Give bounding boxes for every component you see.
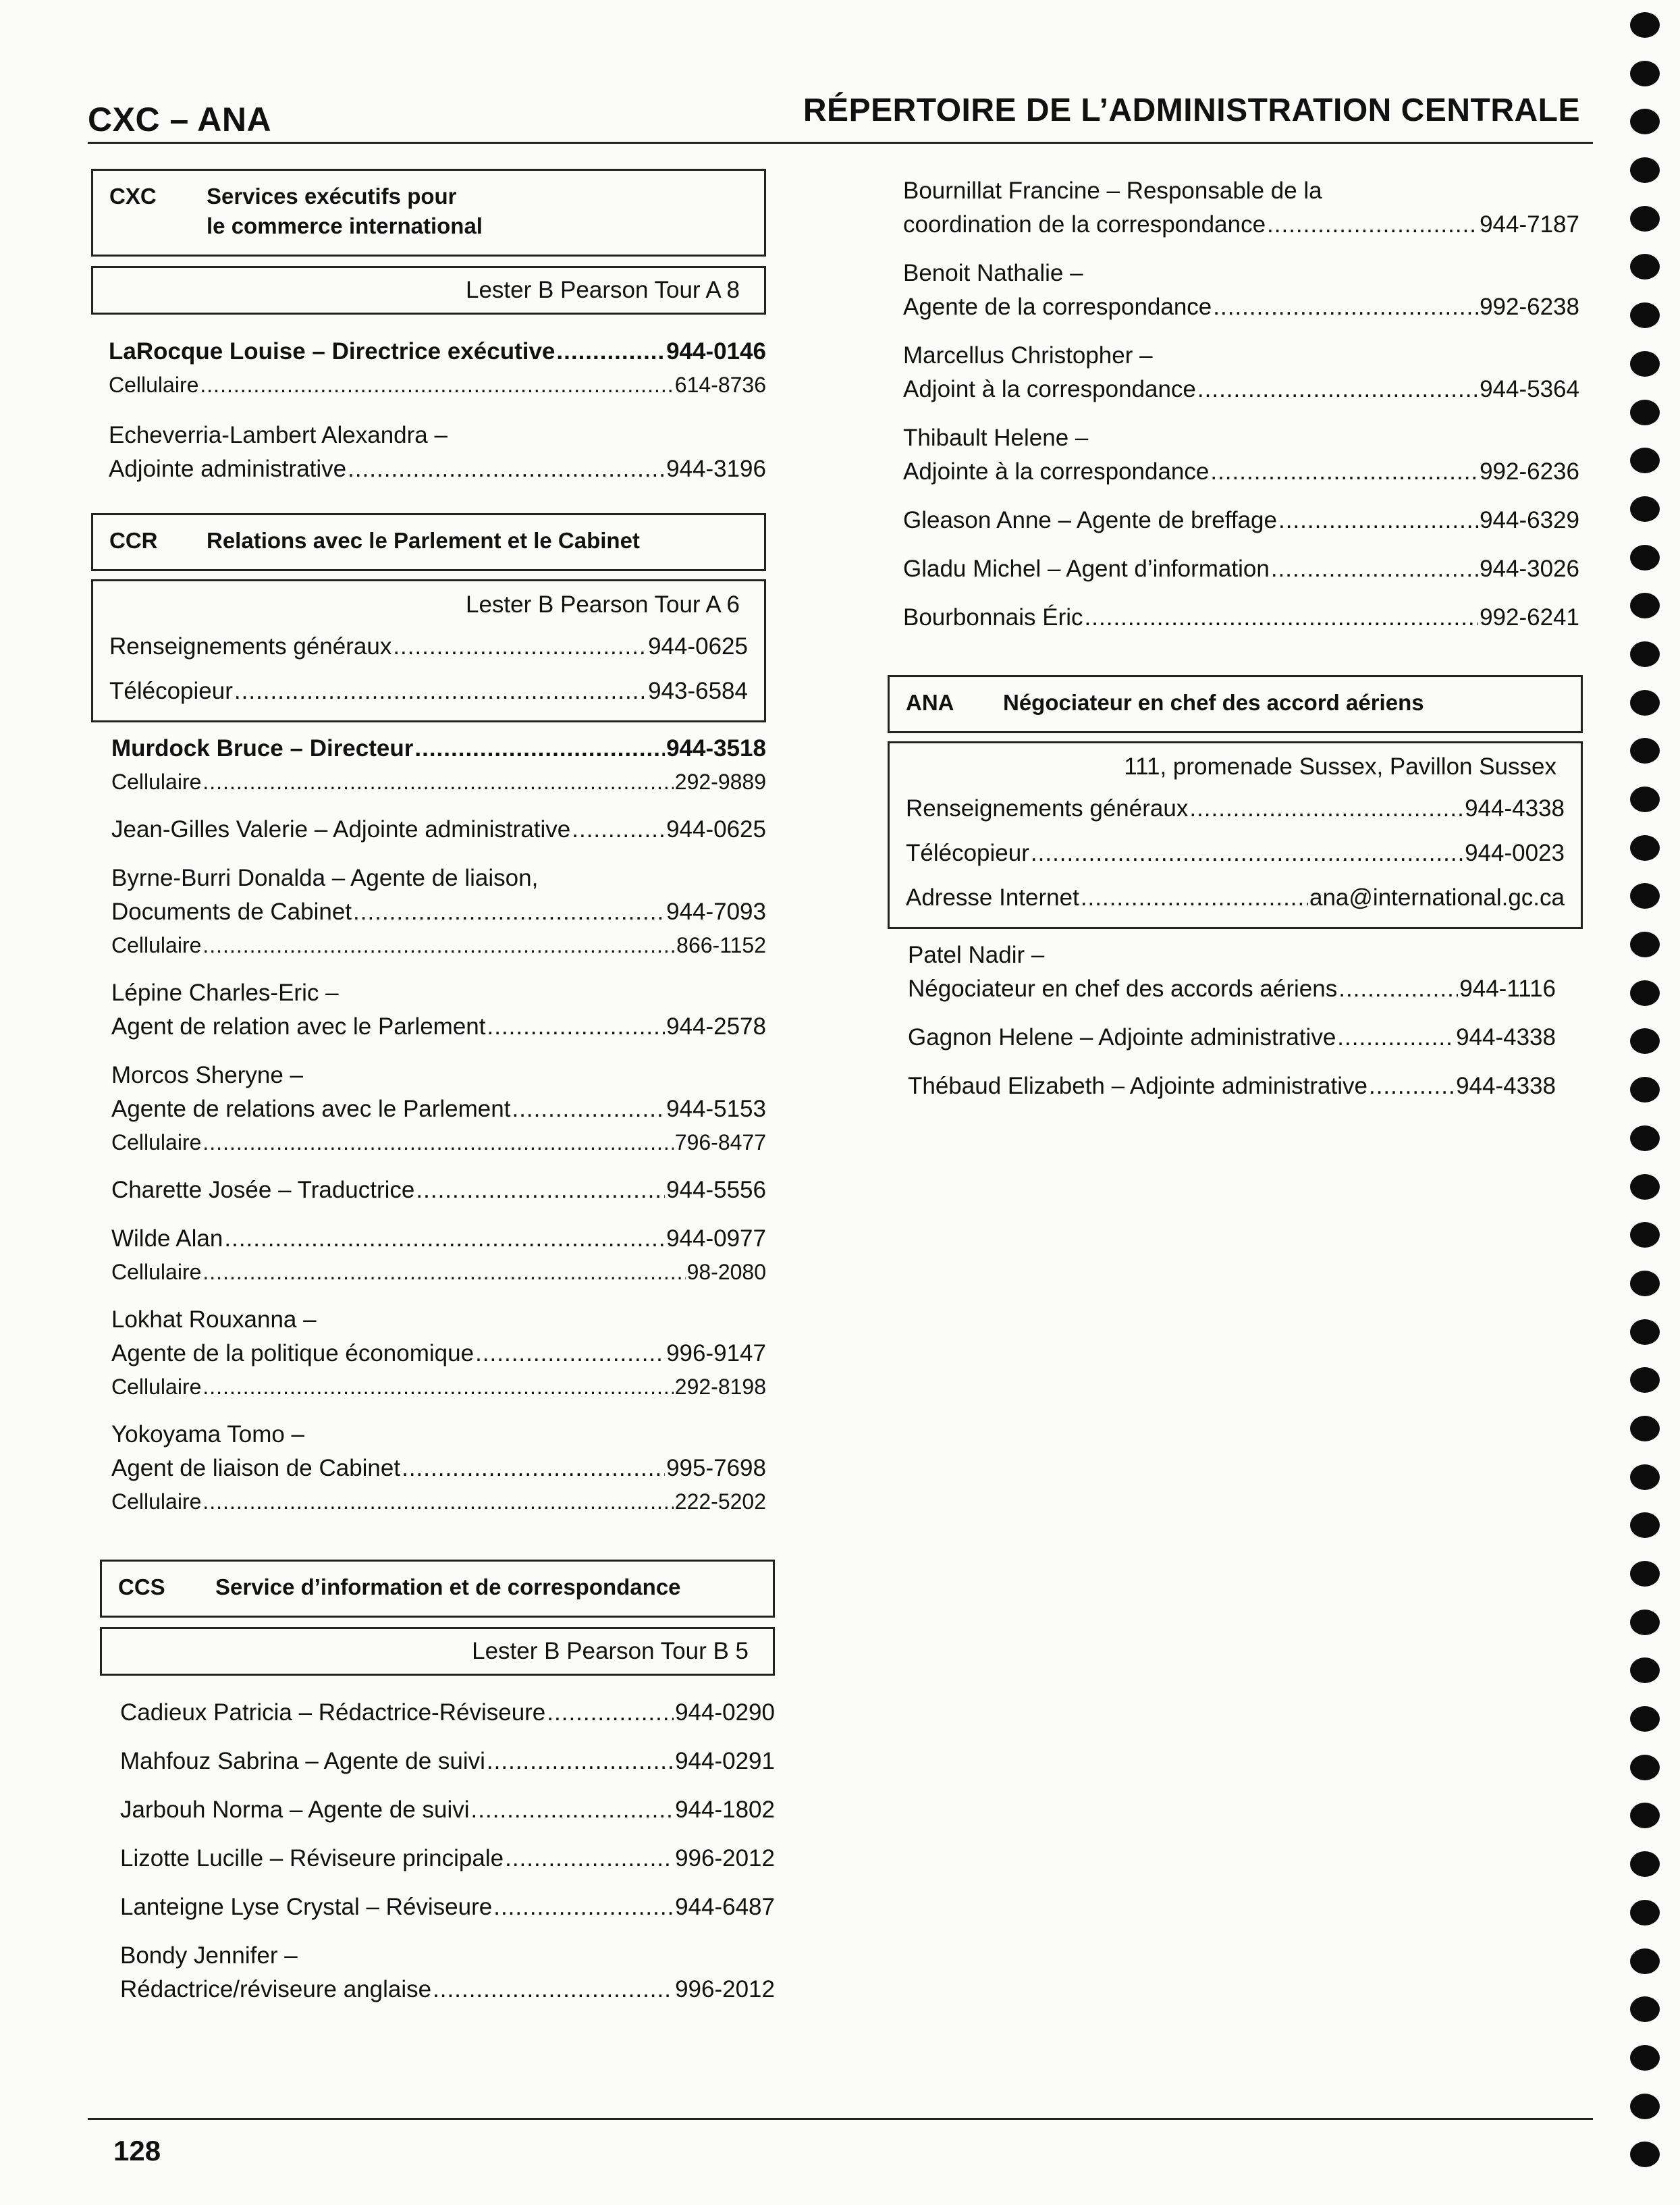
section-cxc xyxy=(91,169,766,486)
entry-name: Thébaud Elizabeth – Adjointe administrative xyxy=(908,1073,1367,1099)
binding-hole xyxy=(1630,980,1660,1006)
directory-entry: Lokhat Rouxanna – Agente de la politique économique ..... 996-9147 Cellulaire ..... 292-8198 xyxy=(91,1303,766,1403)
directory-entry: Byrne-Burri Donalda – Agente de liaison, Documents de Cabinet ..... 944-7093 Cellulaire ..... 866-1152 xyxy=(91,861,766,961)
binding-hole xyxy=(1630,1706,1660,1732)
binding-hole xyxy=(1630,545,1660,570)
directory-entry xyxy=(100,1793,775,1827)
binding-hole xyxy=(1630,932,1660,957)
binding-hole xyxy=(1630,1657,1660,1683)
entry-phone: 944-7093 xyxy=(666,899,766,925)
binding-hole xyxy=(1630,1561,1660,1587)
entry-phone: 944-0625 xyxy=(666,816,766,843)
entry-phone: 996-9147 xyxy=(666,1340,766,1366)
binding-hole xyxy=(1630,254,1660,280)
entry-name: Gladu Michel – Agent d’information xyxy=(903,556,1270,582)
dept-box-ana xyxy=(888,675,1583,733)
binding-hole xyxy=(1630,157,1660,183)
entry-name: Lanteigne Lyse Crystal – Réviseure xyxy=(120,1894,493,1920)
footer-rule xyxy=(88,2118,1593,2120)
directory-entry xyxy=(888,1021,1583,1055)
binding-hole xyxy=(1630,1851,1660,1877)
binding-hole xyxy=(1630,351,1660,377)
binding-hole xyxy=(1630,593,1660,618)
dept-code: CCR xyxy=(109,528,158,553)
dept-code: CCS xyxy=(118,1574,165,1599)
entry-phone: 944-4338 xyxy=(1456,1073,1556,1099)
entry-phone: 995-7698 xyxy=(666,1455,766,1481)
entry-phone: 992-6241 xyxy=(1480,604,1579,631)
page-header-title: RÉPERTOIRE DE L’ADMINISTRATION CENTRALE xyxy=(803,92,1580,128)
internet-address: ana@international.gc.ca xyxy=(1309,884,1565,911)
entry-name: LaRocque Louise – Directrice exécutive xyxy=(109,338,556,365)
dept-box-ccr xyxy=(91,513,766,571)
binding-hole xyxy=(1630,1271,1660,1296)
dept-name xyxy=(207,182,748,241)
section-ccs xyxy=(100,1560,775,2007)
directory-entry xyxy=(91,335,766,401)
binding-hole xyxy=(1630,1416,1660,1441)
section-ana xyxy=(888,675,1583,1103)
entry-phone: 944-4338 xyxy=(1456,1024,1556,1051)
entry-name: Charette Josée – Traductrice xyxy=(111,1177,415,1203)
directory-entry: Benoit Nathalie – Agente de la correspondance ..... 992-6238 xyxy=(898,257,1579,324)
dept-box-ccs xyxy=(100,1560,775,1618)
directory-entry xyxy=(898,552,1579,586)
page-number: 128 xyxy=(113,2135,161,2167)
binding-hole xyxy=(1630,1948,1660,1974)
directory-entry xyxy=(898,601,1579,635)
dept-name: Service d’information et de correspondance xyxy=(215,1574,681,1599)
binding-hole xyxy=(1630,400,1660,425)
directory-entry: Lépine Charles-Eric – Agent de relation avec le Parlement ..... 944-2578 xyxy=(91,976,766,1044)
entry-name: Cadieux Patricia – Rédactrice-Réviseure xyxy=(120,1699,546,1726)
entry-phone: 944-5556 xyxy=(666,1177,766,1203)
entry-phone: 944-0146 xyxy=(666,338,766,365)
binding-hole xyxy=(1630,690,1660,716)
entry-name: Jean-Gilles Valerie – Adjointe administrative xyxy=(111,816,571,843)
binding-hole xyxy=(1630,1996,1660,2022)
directory-entry xyxy=(100,1842,775,1876)
entry-phone: 992-6236 xyxy=(1480,458,1579,485)
directory-entry xyxy=(91,419,766,486)
entry-title: Adjointe administrative xyxy=(109,456,347,482)
directory-entry: Morcos Sheryne – Agente de relations avec le Parlement ..... 944-5153 Cellulaire ..... 796-8477 xyxy=(91,1059,766,1159)
entry-name: Bourbonnais Éric xyxy=(903,604,1083,631)
entry-phone: 944-5153 xyxy=(666,1096,766,1122)
entry-phone: 944-6329 xyxy=(1480,507,1579,533)
entry-phone: 944-6487 xyxy=(675,1894,775,1920)
entry-name: Echeverria-Lambert Alexandra – xyxy=(109,422,448,448)
binding-hole xyxy=(1630,1174,1660,1200)
binding-hole xyxy=(1630,1610,1660,1635)
directory-entry: Bondy Jennifer – Rédactrice/réviseure anglaise ..... 996-2012 xyxy=(100,1939,775,2007)
general-row: Télécopieur ..... 944-0023 xyxy=(906,831,1565,876)
general-row: Renseignements généraux ..... 944-0625 xyxy=(109,625,748,669)
dept-name-line: le commerce international xyxy=(207,213,483,238)
directory-entry xyxy=(100,1696,775,1730)
binding-hole xyxy=(1630,1464,1660,1490)
binding-hole xyxy=(1630,61,1660,86)
entry-phone: 944-0290 xyxy=(675,1699,775,1726)
binding-hole xyxy=(1630,883,1660,909)
entry-phone: 944-5364 xyxy=(1480,376,1579,402)
binding-hole xyxy=(1630,302,1660,328)
directory-entry xyxy=(100,1890,775,1924)
directory-entry: Murdock Bruce – Directeur ..... 944-3518 Cellulaire ..... 292-9889 xyxy=(91,732,766,798)
entry-phone: 944-0977 xyxy=(666,1225,766,1252)
directory-entry: Bournillat Francine – Responsable de la coordination de la correspondance ..... 944-7187 xyxy=(898,174,1579,242)
binding-hole xyxy=(1630,1367,1660,1393)
binding-hole xyxy=(1630,2045,1660,2071)
binding-hole xyxy=(1630,1125,1660,1151)
directory-entry xyxy=(100,1745,775,1778)
directory-entry xyxy=(91,813,766,847)
binding-hole xyxy=(1630,2142,1660,2167)
binding-hole xyxy=(1630,1028,1660,1054)
general-info-box xyxy=(888,741,1583,929)
cell-label: Cellulaire xyxy=(109,373,199,397)
general-row: Télécopieur ..... 943-6584 xyxy=(109,669,748,714)
entry-phone: 996-2012 xyxy=(675,1845,775,1871)
binding-hole xyxy=(1630,738,1660,764)
location-box: Lester B Pearson Tour A 8 xyxy=(91,266,766,315)
entry-name: Gagnon Helene – Adjointe administrative xyxy=(908,1024,1336,1051)
binding-hole xyxy=(1630,448,1660,473)
entry-phone: 992-6238 xyxy=(1480,294,1579,320)
dept-name: Relations avec le Parlement et le Cabinet xyxy=(207,528,640,553)
binding-hole xyxy=(1630,2094,1660,2119)
entry-phone: 944-7187 xyxy=(1480,211,1579,238)
entry-phone: 996-2012 xyxy=(675,1976,775,2002)
binding-hole xyxy=(1630,1222,1660,1248)
directory-entry xyxy=(898,504,1579,537)
entry-phone: 944-1802 xyxy=(675,1797,775,1823)
entry-name: Jarbouh Norma – Agente de suivi xyxy=(120,1797,470,1823)
general-row: Renseignements généraux ..... 944-4338 xyxy=(906,787,1565,831)
entry-phone: 944-2578 xyxy=(666,1013,766,1040)
binding-hole xyxy=(1630,1803,1660,1828)
directory-entry: Thibault Helene – Adjointe à la correspondance ..... 992-6236 xyxy=(898,421,1579,489)
binding-holes xyxy=(1630,12,1661,2190)
entry-name: Murdock Bruce – Directeur xyxy=(111,735,414,762)
directory-entry: Wilde Alan ..... 944-0977 Cellulaire ..... 98-2080 xyxy=(91,1222,766,1288)
entry-name: Gleason Anne – Agente de breffage xyxy=(903,507,1277,533)
header-rule xyxy=(88,142,1593,144)
entry-phone: 944-1116 xyxy=(1459,976,1556,1002)
binding-hole xyxy=(1630,1900,1660,1925)
binding-hole xyxy=(1630,1755,1660,1780)
general-info-box xyxy=(91,579,766,722)
binding-hole xyxy=(1630,1319,1660,1345)
binding-hole xyxy=(1630,787,1660,812)
dept-name-line: Services exécutifs pour xyxy=(207,184,457,209)
entry-name: Mahfouz Sabrina – Agente de suivi xyxy=(120,1748,485,1774)
location-box: Lester B Pearson Tour B 5 xyxy=(100,1627,775,1676)
binding-hole xyxy=(1630,496,1660,522)
binding-hole xyxy=(1630,1077,1660,1102)
binding-hole xyxy=(1630,206,1660,232)
section-ccr xyxy=(91,513,766,1518)
general-row: Adresse Internet ..... ana@international.gc.ca xyxy=(906,876,1565,920)
location-line: Lester B Pearson Tour A 6 xyxy=(465,591,740,618)
entry-phone: 944-0291 xyxy=(675,1748,775,1774)
directory-entry xyxy=(91,1173,766,1207)
page-header-section: CXC – ANA xyxy=(88,101,272,138)
directory-entry xyxy=(888,1069,1583,1103)
entry-name: Lizotte Lucille – Réviseure principale xyxy=(120,1845,504,1871)
directory-entry: Marcellus Christopher – Adjoint à la correspondance ..... 944-5364 xyxy=(898,339,1579,406)
entry-phone: 944-3026 xyxy=(1480,556,1579,582)
binding-hole xyxy=(1630,12,1660,38)
dept-name: Négociateur en chef des accord aériens xyxy=(1003,690,1424,715)
binding-hole xyxy=(1630,1512,1660,1538)
dept-box-cxc xyxy=(91,169,766,257)
dept-code: CXC xyxy=(109,184,157,209)
cell-phone: 614-8736 xyxy=(674,373,766,397)
entry-phone: 944-3518 xyxy=(666,735,766,762)
binding-hole xyxy=(1630,835,1660,861)
section-ccs-continued xyxy=(898,174,1579,635)
location-line: 111, promenade Sussex, Pavillon Sussex xyxy=(1124,753,1556,780)
dept-code: ANA xyxy=(906,690,954,715)
binding-hole xyxy=(1630,109,1660,134)
entry-phone: 944-3196 xyxy=(666,456,766,482)
entry-name: Wilde Alan xyxy=(111,1225,223,1252)
directory-entry: Yokoyama Tomo – Agent de liaison de Cabinet ..... 995-7698 Cellulaire ..... 222-5202 xyxy=(91,1418,766,1518)
binding-hole xyxy=(1630,641,1660,667)
directory-entry: Patel Nadir – Négociateur en chef des accords aériens ..... 944-1116 xyxy=(888,938,1583,1006)
